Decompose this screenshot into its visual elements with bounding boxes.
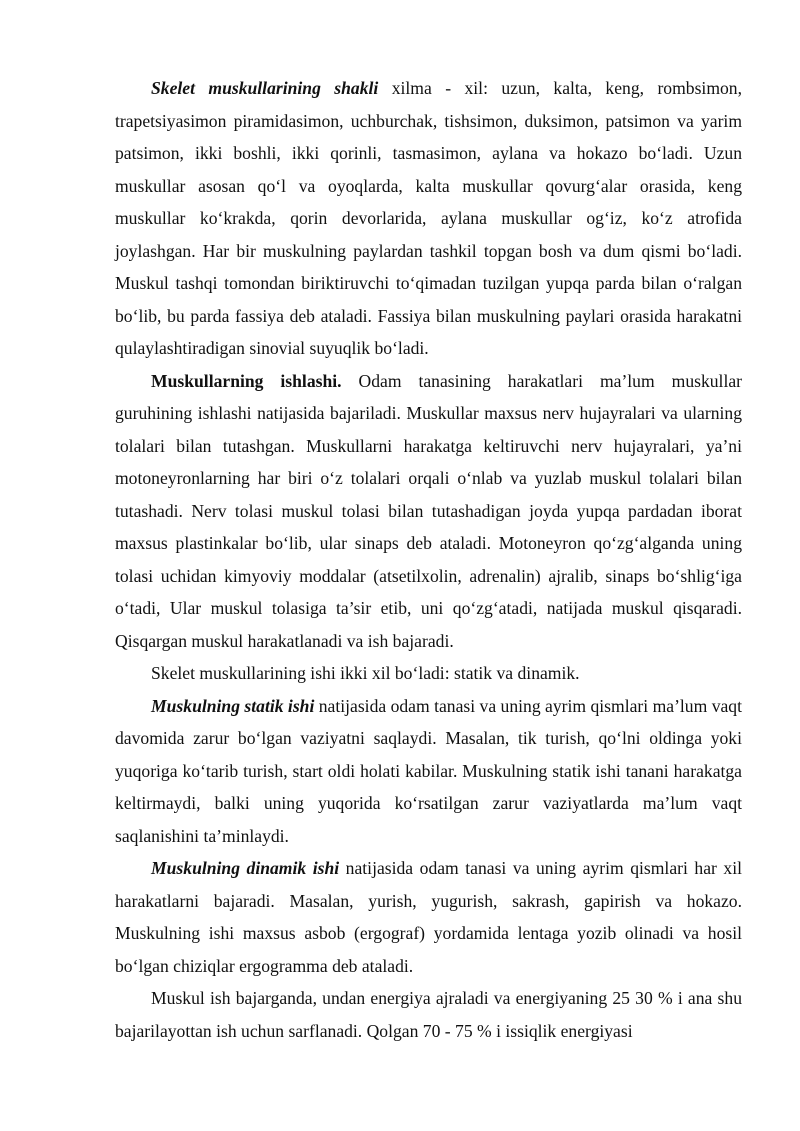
- paragraph-muscle-function: [115, 365, 742, 658]
- paragraph-text: Odam tanasining harakatlari ma’lum muskullar guruhining ishlashi natijasida bajariladi. Muskullar maxsus nerv hujayralari va ularning tolalari bilan tutashgan. Muskullarni harakatga keltiruvchi nerv hujayralari, ya’ni motoneyronlarning har biri o‘z tolalari orqali o‘nlab va yuzlab muskul tolalari bilan tutashadi. Nerv tolasi muskul tolasi bilan tutashadigan joyda yupqa pardadan iborat maxsus plastinkalar bo‘lib, ular sinaps deb ataladi. Motoneyron qo‘zg‘alganda uning tolasi uchidan kimyoviy moddalar (atsetilxolin, adrenalin) ajralib, sinaps bo‘shlig‘iga o‘tadi, Ular muskul tolasiga ta’sir etib, uni qo‘zg‘atadi, natijada muskul qisqaradi. Qisqargan muskul harakatlanadi va ish bajaradi.: [115, 370, 743, 651]
- paragraph-text: natijasida odam tanasi va uning ayrim qismlari har xil harakatlarni bajaradi. Masalan, yurish, yugurish, sakrash, gapirish va hokazo. Muskulning ishi maxsus asbob (ergograf) yordamida lentaga yozib olinadi va hosil bo‘lgan chiziqlar ergogramma deb ataladi.: [115, 858, 742, 976]
- paragraph-work-types: [115, 657, 742, 690]
- paragraph-dynamic-work: [115, 852, 742, 982]
- heading-muscle-function: Muskullarning ishlashi.: [151, 370, 342, 391]
- term-muscle-shape: Skelet muskullarining shakli: [151, 78, 379, 98]
- paragraph-text: Muskul ish bajarganda, undan energiya ajraladi va energiyaning 25 30 % i ana shu bajarilayottan ish uchun sarflanadi. Qolgan 70 - 75 % i issiqlik energiyasi: [115, 988, 742, 1041]
- paragraph-static-work: [115, 690, 742, 853]
- paragraph-text: natijasida odam tanasi va uning ayrim qismlari ma’lum vaqt davomida zarur bo‘lgan vaziyatni saqlaydi. Masalan, tik turish, qo‘lni oldinga yoki yuqoriga ko‘tarib turish, start oldi holati kabilar. Muskulning statik ishi tanani harakatga keltirmaydi, balki uning yuqorida ko‘rsatilgan zarur vaziyatlarda ma’lum vaqt saqlanishini ta’minlaydi.: [115, 695, 742, 846]
- paragraph-text: Skelet muskullarining ishi ikki xil bo‘ladi: statik va dinamik.: [151, 663, 580, 683]
- paragraph-text: xilma - xil: uzun, kalta, keng, rombsimon, trapetsiyasimon piramidasimon, uchburchak, tishsimon, duksimon, patsimon va yarim patsimon, ikki boshli, ikki qorinli, tasmasimon, aylana va hokazo bo‘ladi. Uzun muskullar asosan qo‘l va oyoqlarda, kalta muskullar qovurg‘alar orasida, keng muskullar ko‘krakda, qorin devorlarida, aylana muskullar og‘iz, ko‘z atrofida joylashgan. Har bir muskulning paylardan tashkil topgan bosh va dum qismi bo‘ladi. Muskul tashqi tomondan biriktiruvchi to‘qimadan tuzilgan yupqa parda bilan o‘ralgan bo‘lib, bu parda fassiya deb ataladi. Fassiya bilan muskulning paylari orasida harakatni qulaylashtiradigan sinovial suyuqlik bo‘ladi.: [115, 78, 742, 358]
- paragraph-energy: [115, 982, 742, 1047]
- paragraph-muscle-shape: [115, 72, 742, 365]
- term-static-work: Muskulning statik ishi: [151, 695, 315, 716]
- term-dynamic-work: Muskulning dinamik ishi: [151, 858, 340, 878]
- document-page: [115, 72, 742, 1047]
